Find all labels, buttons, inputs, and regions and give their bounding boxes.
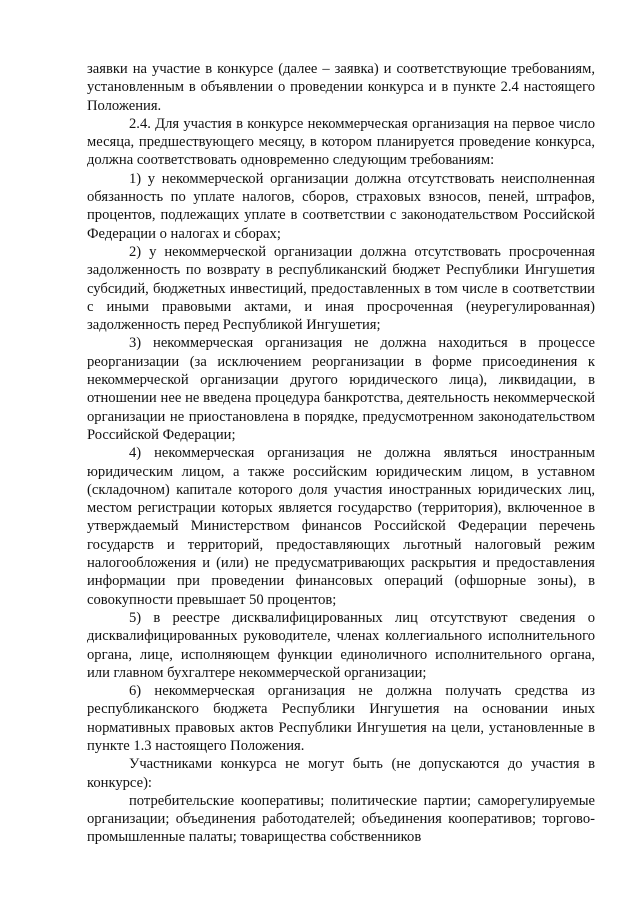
paragraph-2-4: 2.4. Для участия в конкурсе некоммерческая организация на первое число месяца, предшествующего месяцу, в котором планируется проведение конкурса, должна соответствовать одновременно следующим требованиям: (87, 115, 595, 169)
requirement-6: 6) некоммерческая организация не должна получать средства из республиканского бюджета Республики Ингушетия на основании иных нормативных правовых актов Республики Ингушетия на цели, установленные в пункте 1.3 настоящего Положения. (87, 683, 595, 754)
paragraph-participants: Участниками конкурса не могут быть (не допускаются до участия в конкурсе): (87, 756, 595, 791)
requirement-5: 5) в реестре дисквалифицированных лиц отсутствуют сведения о дисквалифицированных руководителе, членах коллегиального исполнительного органа, лице, исполняющем функции единоличного исполнительного органа, или главном бухгалтере некоммерческой организации; (87, 609, 595, 681)
paragraph-continuation: заявки на участие в конкурсе (далее – заявка) и соответствующие требованиям, установленным в объявлении о проведении конкурса и в пункте 2.4 настоящего Положения. (87, 61, 595, 114)
paragraph-excluded-list: потребительские кооперативы; политические партии; саморегулируемые организации; объединения работодателей; объединения кооперативов; торгово-промышленные палаты; товарищества собственников (87, 792, 595, 846)
requirement-4: 4) некоммерческая организация не должна являться иностранным юридическим лицом, а также российским юридическим лицом, в уставном (складочном) капитале которого доля участия иностранных юридических лиц, местом регистрации которых является государство (территория), включенное в утверждаемый Министерством финансов Российской Федерации перечень государств и территорий, предоставляющих льготный налоговый режим налогообложения и (или) не предусматривающих раскрытия и предоставления информации при проведении финансовых операций (офшорные зоны), в совокупности превышает 50 процентов; (87, 445, 595, 608)
requirement-3: 3) некоммерческая организация не должна находиться в процессе реорганизации (за исключением реорганизации в форме присоединения к некоммерческой организации другого юридического лица), ликвидации, в отношении нее не введена процедура банкротства, деятельность некоммерческой организации не приостановлена в порядке, предусмотренном законодательством Российской Федерации; (87, 335, 595, 443)
requirement-1: 1) у некоммерческой организации должна отсутствовать неисполненная обязанность по уплате налогов, сборов, страховых взносов, пеней, штрафов, процентов, подлежащих уплате в соответствии с законодательством Российской Федерации о налогах и сборах; (87, 170, 595, 242)
requirement-2: 2) у некоммерческой организации должна отсутствовать просроченная задолженность по возврату в республиканский бюджет Республики Ингушетия субсидий, бюджетных инвестиций, предоставленных в том числе в соответствии с иными правовыми актами, и иная просроченная (неурегулированная) задолженность перед Республикой Ингушетия; (87, 243, 595, 334)
document-body (87, 60, 595, 847)
